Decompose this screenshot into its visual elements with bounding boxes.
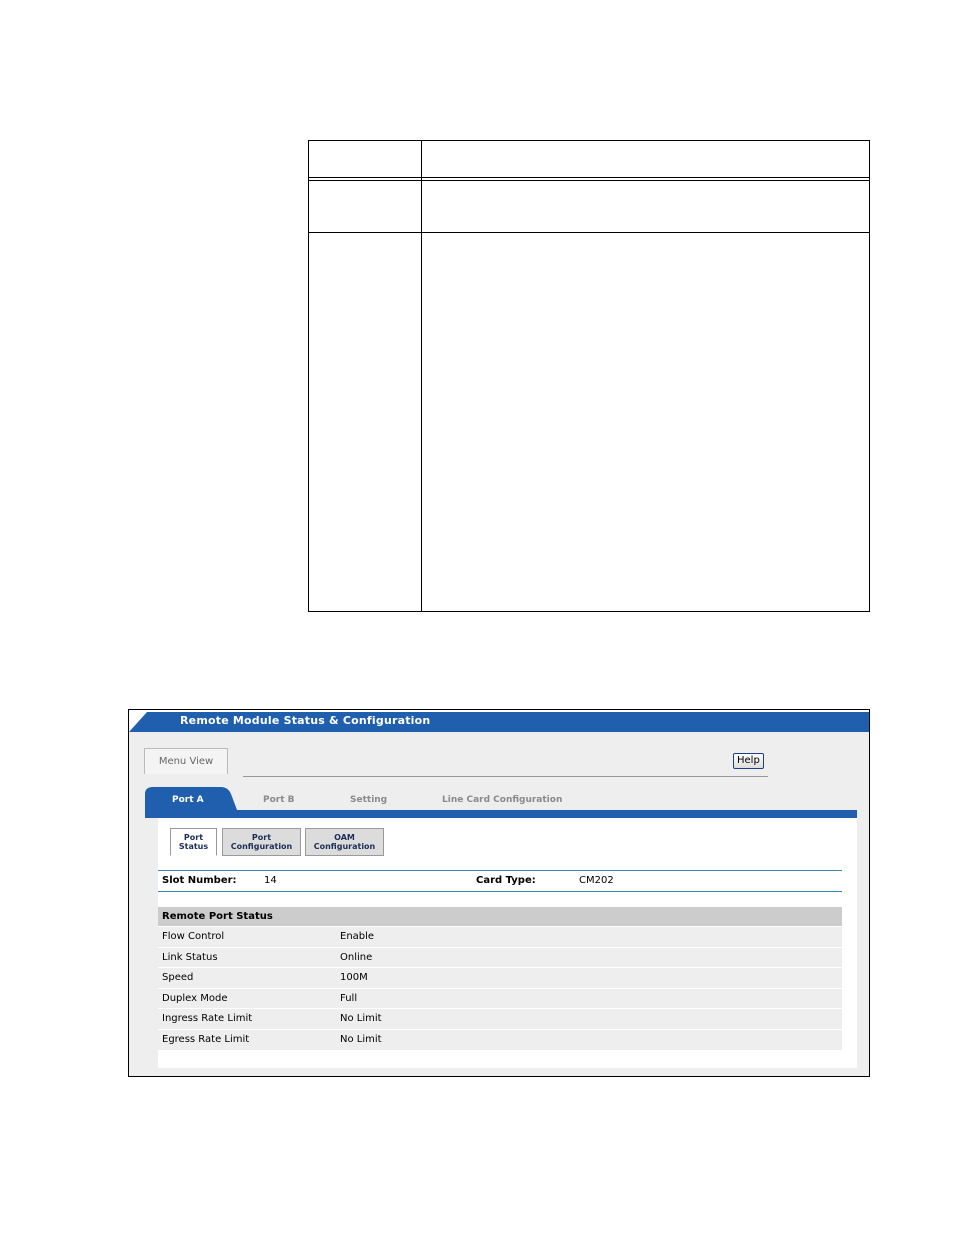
status-value: No Limit	[340, 1033, 382, 1045]
tab-setting[interactable]: Setting	[350, 795, 388, 805]
card-type-value: CM202	[579, 875, 614, 886]
status-value: Full	[340, 992, 358, 1004]
subtab-label-line1: Port	[183, 833, 204, 842]
table-row-divider	[309, 180, 869, 181]
port-a-panel	[158, 818, 857, 1068]
info-top-rule	[158, 870, 842, 871]
subtab-label-line2: Configuration	[313, 842, 376, 851]
table-row	[158, 967, 842, 988]
table-row	[158, 1029, 842, 1050]
card-type-label: Card Type:	[476, 875, 536, 886]
status-value: 100M	[340, 972, 368, 984]
subtab-label-line2: Configuration	[230, 842, 293, 851]
status-key: Flow Control	[162, 931, 225, 942]
status-key: Link Status	[162, 951, 218, 963]
tab-port-b[interactable]: Port B	[263, 795, 295, 805]
tab-port-a[interactable]: Port A	[172, 795, 204, 805]
subtab-port-status[interactable]	[170, 828, 217, 856]
tab-line-card-configuration[interactable]: Line Card Configuration	[442, 795, 563, 805]
status-value: Enable	[340, 931, 375, 942]
status-value: No Limit	[340, 1013, 382, 1025]
menu-view-tab[interactable]: Menu View	[144, 748, 228, 774]
window-title: Remote Module Status & Configuration	[180, 714, 431, 727]
table-row-divider	[309, 232, 869, 233]
table-row	[158, 1008, 842, 1029]
table-row	[158, 947, 842, 968]
subtab-port-configuration[interactable]	[222, 828, 301, 856]
info-bottom-rule	[158, 891, 842, 892]
document-table	[308, 140, 870, 612]
remote-module-window	[128, 709, 870, 1077]
subtab-label-line1: Port	[251, 833, 272, 842]
status-table-header: Remote Port Status	[158, 907, 842, 926]
table-row	[158, 988, 842, 1009]
status-key: Ingress Rate Limit	[162, 1013, 253, 1025]
subtab-label-line2: Status	[178, 842, 209, 851]
status-value: Online	[340, 951, 373, 963]
table-row-divider	[309, 177, 869, 178]
slot-number-label: Slot Number:	[162, 875, 237, 886]
remote-port-status-table	[158, 907, 842, 1050]
status-key: Duplex Mode	[162, 992, 228, 1004]
subtab-label-line1: OAM	[334, 833, 355, 842]
table-column-divider	[421, 141, 422, 611]
table-row	[158, 926, 842, 947]
subtab-oam-configuration[interactable]	[305, 828, 384, 856]
help-button[interactable]: Help	[733, 753, 764, 769]
status-key: Egress Rate Limit	[162, 1033, 250, 1045]
slot-number-value: 14	[264, 875, 277, 886]
status-key: Speed	[162, 972, 194, 984]
